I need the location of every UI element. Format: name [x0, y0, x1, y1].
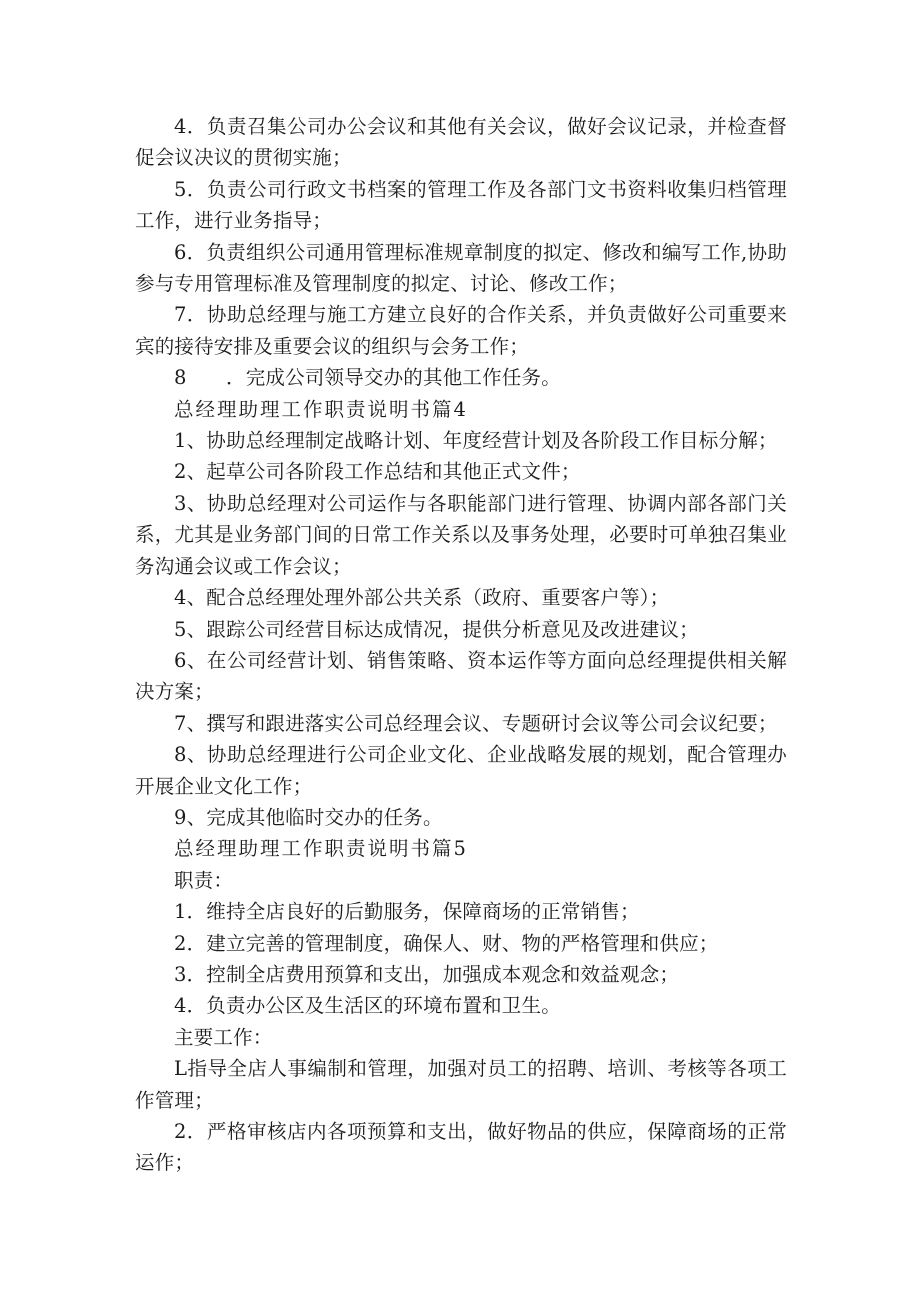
part5-duty-4-environment: 4．负责办公区及生活区的环境布置和卫生。	[174, 994, 561, 1018]
part5-duty-3-budget-control: 3．控制全店费用预算和支出，加强成本观念和效益观念；	[174, 962, 680, 986]
item-6-management-standards: 6．负责组织公司通用管理标准规章制度的拟定、修改和编写工作,协助参与专用管理标准及管理制度的拟定、讨论、修改工作；	[135, 240, 787, 296]
part4-item-5-goal-tracking: 5、跟踪公司经营目标达成情况，提供分析意见及改进建议；	[174, 617, 699, 641]
part4-item-7-meeting-minutes: 7、撰写和跟进落实公司总经理会议、专题研讨会议等公司会议纪要；	[174, 711, 778, 735]
item-8-other-tasks: 8 ．完成公司领导交办的其他工作任务。	[174, 366, 561, 390]
part5-duty-2-management-system: 2．建立完善的管理制度，确保人、财、物的严格管理和供应；	[174, 931, 719, 955]
section-heading-part-5: 总经理助理工作职责说明书篇5	[174, 837, 468, 861]
document-body	[135, 111, 787, 1179]
part4-item-2-draft-documents: 2、起草公司各阶段工作总结和其他正式文件；	[174, 460, 581, 484]
item-4-convene-meetings: 4．负责召集公司办公会议和其他有关会议，做好会议记录，并检查督促会议决议的贯彻实施；	[135, 115, 787, 170]
part4-item-4-public-relations: 4、配合总经理处理外部公共关系（政府、重要客户等）；	[174, 586, 670, 610]
subheading-duties: 职责：	[174, 868, 234, 892]
part4-item-6-solutions: 6、在公司经营计划、销售策略、资本运作等方面向总经理提供相关解决方案；	[135, 648, 787, 704]
subheading-main-work: 主要工作：	[174, 1025, 273, 1049]
item-5-document-archives: 5．负责公司行政文书档案的管理工作及各部门文书资料收集归档管理工作，进行业务指导；	[135, 177, 787, 233]
part5-work-2-budget-review: 2．严格审核店内各项预算和支出，做好物品的供应，保障商场的正常运作；	[135, 1120, 787, 1175]
part5-duty-1-logistics: 1．维持全店良好的后勤服务，保障商场的正常销售；	[174, 900, 640, 924]
part5-work-1-personnel: L指导全店人事编制和管理，加强对员工的招聘、培训、考核等各项工作管理；	[135, 1057, 787, 1112]
item-7-contractor-relations: 7．协助总经理与施工方建立良好的合作关系，并负责做好公司重要来宾的接待安排及重要会议的组织与会务工作；	[135, 303, 787, 358]
part4-item-8-corporate-culture: 8、协助总经理进行公司企业文化、企业战略发展的规划，配合管理办开展企业文化工作；	[135, 743, 787, 798]
section-heading-part-4: 总经理助理工作职责说明书篇4	[174, 397, 468, 421]
part4-item-3-coordination: 3、协助总经理对公司运作与各职能部门进行管理、协调内部各部门关系，尤其是业务部门间的日常工作关系以及事务处理，必要时可单独召集业务沟通会议或工作会议；	[135, 491, 787, 578]
part4-item-9-temporary-tasks: 9、完成其他临时交办的任务。	[174, 805, 443, 829]
part4-item-1-strategic-plans: 1、协助总经理制定战略计划、年度经营计划及各阶段工作目标分解；	[174, 429, 778, 453]
